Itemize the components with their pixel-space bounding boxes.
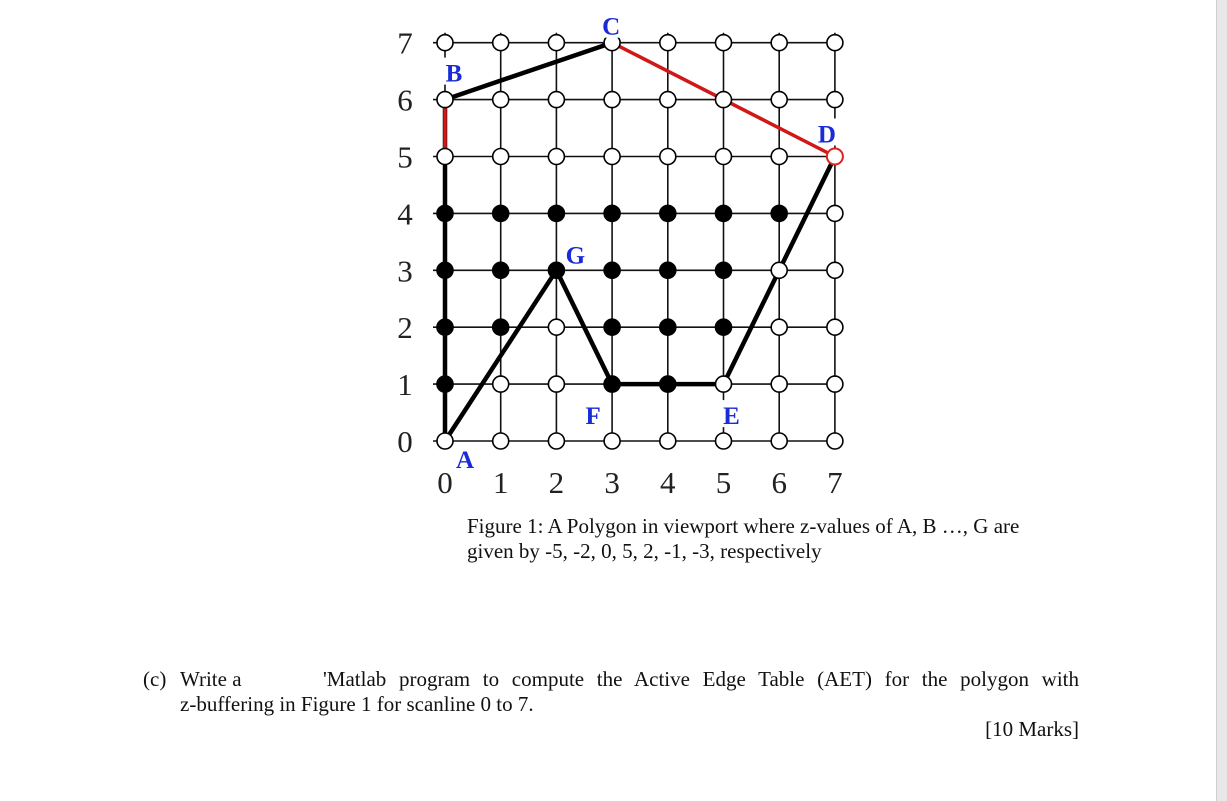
empty-pixel-4-6 xyxy=(660,92,676,108)
empty-pixel-7-7 xyxy=(827,35,843,51)
empty-pixel-3-6 xyxy=(604,92,620,108)
x-tick-label-4: 4 xyxy=(660,465,676,500)
empty-pixel-5-6 xyxy=(716,92,732,108)
x-tick-label-5: 5 xyxy=(715,465,732,500)
filled-pixel-2-4 xyxy=(548,205,564,221)
empty-pixel-7-1 xyxy=(827,376,843,392)
filled-pixel-1-3 xyxy=(493,262,509,278)
y-tick-label-0: 0 xyxy=(397,424,413,459)
question-lead-text: Write a xyxy=(180,667,242,691)
filled-pixel-1-2 xyxy=(493,319,509,335)
empty-pixel-1-0 xyxy=(493,433,509,449)
empty-pixel-1-1 xyxy=(493,376,509,392)
x-tick-label-7: 7 xyxy=(827,465,843,500)
filled-pixel-0-1 xyxy=(437,376,453,392)
polygon-figure xyxy=(380,0,880,505)
y-tick-label-3: 3 xyxy=(397,253,413,289)
vertex-label-C: C xyxy=(602,13,621,41)
empty-pixel-1-6 xyxy=(493,92,509,108)
caption-line-1: Figure 1: A Polygon in viewport where z-values of A, B …, G are xyxy=(467,514,1020,538)
x-axis-labels xyxy=(437,465,842,500)
empty-pixel-4-0 xyxy=(660,433,676,449)
vertex-label-B: B xyxy=(445,60,463,88)
filled-pixel-4-2 xyxy=(660,319,676,335)
x-tick-label-3: 3 xyxy=(604,465,620,500)
question-c xyxy=(143,667,1079,717)
figure-caption xyxy=(467,514,1067,564)
empty-pixel-0-5 xyxy=(437,149,453,165)
filled-pixel-3-1 xyxy=(604,376,620,392)
empty-pixel-5-7 xyxy=(716,35,732,51)
empty-pixel-6-1 xyxy=(771,376,787,392)
empty-pixel-6-6 xyxy=(771,92,787,108)
page-edge xyxy=(1216,0,1227,801)
filled-pixel-4-4 xyxy=(660,205,676,221)
empty-pixel-6-5 xyxy=(771,149,787,165)
empty-pixel-2-7 xyxy=(548,35,564,51)
filled-pixel-3-4 xyxy=(604,205,620,221)
filled-pixel-2-3 xyxy=(548,262,564,278)
empty-pixel-7-5 xyxy=(827,149,843,165)
empty-pixel-6-3 xyxy=(771,262,787,278)
y-tick-label-1: 1 xyxy=(397,367,413,403)
empty-pixel-5-1 xyxy=(716,376,732,392)
empty-pixel-2-2 xyxy=(548,319,564,335)
filled-pixel-5-3 xyxy=(716,262,732,278)
empty-pixel-7-2 xyxy=(827,319,843,335)
y-axis-labels xyxy=(397,26,413,459)
question-number: (c) xyxy=(143,667,167,691)
empty-pixel-2-0 xyxy=(548,433,564,449)
empty-pixel-7-3 xyxy=(827,262,843,278)
question-text-line-2: z-buffering in Figure 1 for scanline 0 to 7. xyxy=(180,692,534,716)
filled-pixel-0-3 xyxy=(437,262,453,278)
empty-pixel-5-0 xyxy=(716,433,732,449)
y-tick-label-4: 4 xyxy=(397,196,413,232)
filled-pixel-4-3 xyxy=(660,262,676,278)
marks-label: [10 Marks] xyxy=(985,717,1079,741)
pixel-grid xyxy=(437,35,843,449)
y-tick-label-2: 2 xyxy=(397,310,413,346)
empty-pixel-2-5 xyxy=(548,149,564,165)
filled-pixel-5-2 xyxy=(716,319,732,335)
x-tick-label-1: 1 xyxy=(492,465,509,500)
empty-pixel-2-1 xyxy=(548,376,564,392)
empty-pixel-3-5 xyxy=(604,149,620,165)
empty-pixel-0-0 xyxy=(437,433,453,449)
vertex-label-D: D xyxy=(817,121,836,149)
filled-pixel-5-4 xyxy=(716,205,732,221)
empty-pixel-6-0 xyxy=(771,433,787,449)
vertex-label-F: F xyxy=(585,403,601,431)
empty-pixel-2-6 xyxy=(548,92,564,108)
empty-pixel-1-7 xyxy=(493,35,509,51)
filled-pixel-1-4 xyxy=(493,205,509,221)
vertex-label-E: E xyxy=(723,403,740,431)
empty-pixel-3-0 xyxy=(604,433,620,449)
vertex-label-G: G xyxy=(565,242,586,270)
empty-pixel-1-5 xyxy=(493,149,509,165)
empty-pixel-4-5 xyxy=(660,149,676,165)
caption-line-2: given by -5, -2, 0, 5, 2, -1, -3, respectively xyxy=(467,539,822,563)
filled-pixel-0-2 xyxy=(437,319,453,335)
filled-pixel-3-3 xyxy=(604,262,620,278)
question-text: 'Matlab program to compute the Active Edge Table (AET) for the polygon with xyxy=(323,667,1079,691)
empty-pixel-5-5 xyxy=(716,149,732,165)
vertex-label-A: A xyxy=(455,447,475,474)
empty-pixel-0-6 xyxy=(437,92,453,108)
y-tick-label-7: 7 xyxy=(397,25,413,61)
filled-pixel-6-4 xyxy=(771,205,787,221)
x-tick-label-2: 2 xyxy=(548,465,565,500)
empty-pixel-4-7 xyxy=(660,35,676,51)
empty-pixel-6-7 xyxy=(771,35,787,51)
y-tick-label-6: 6 xyxy=(397,82,413,118)
filled-pixel-0-4 xyxy=(437,205,453,221)
y-tick-label-5: 5 xyxy=(397,139,413,175)
empty-pixel-6-2 xyxy=(771,319,787,335)
empty-pixel-7-4 xyxy=(827,205,843,221)
x-tick-label-0: 0 xyxy=(437,465,453,500)
empty-pixel-7-0 xyxy=(827,433,843,449)
edge-BC xyxy=(445,43,612,100)
empty-pixel-7-6 xyxy=(827,92,843,108)
filled-pixel-4-1 xyxy=(660,376,676,392)
filled-pixel-3-2 xyxy=(604,319,620,335)
empty-pixel-0-7 xyxy=(437,35,453,51)
x-tick-label-6: 6 xyxy=(771,465,787,500)
